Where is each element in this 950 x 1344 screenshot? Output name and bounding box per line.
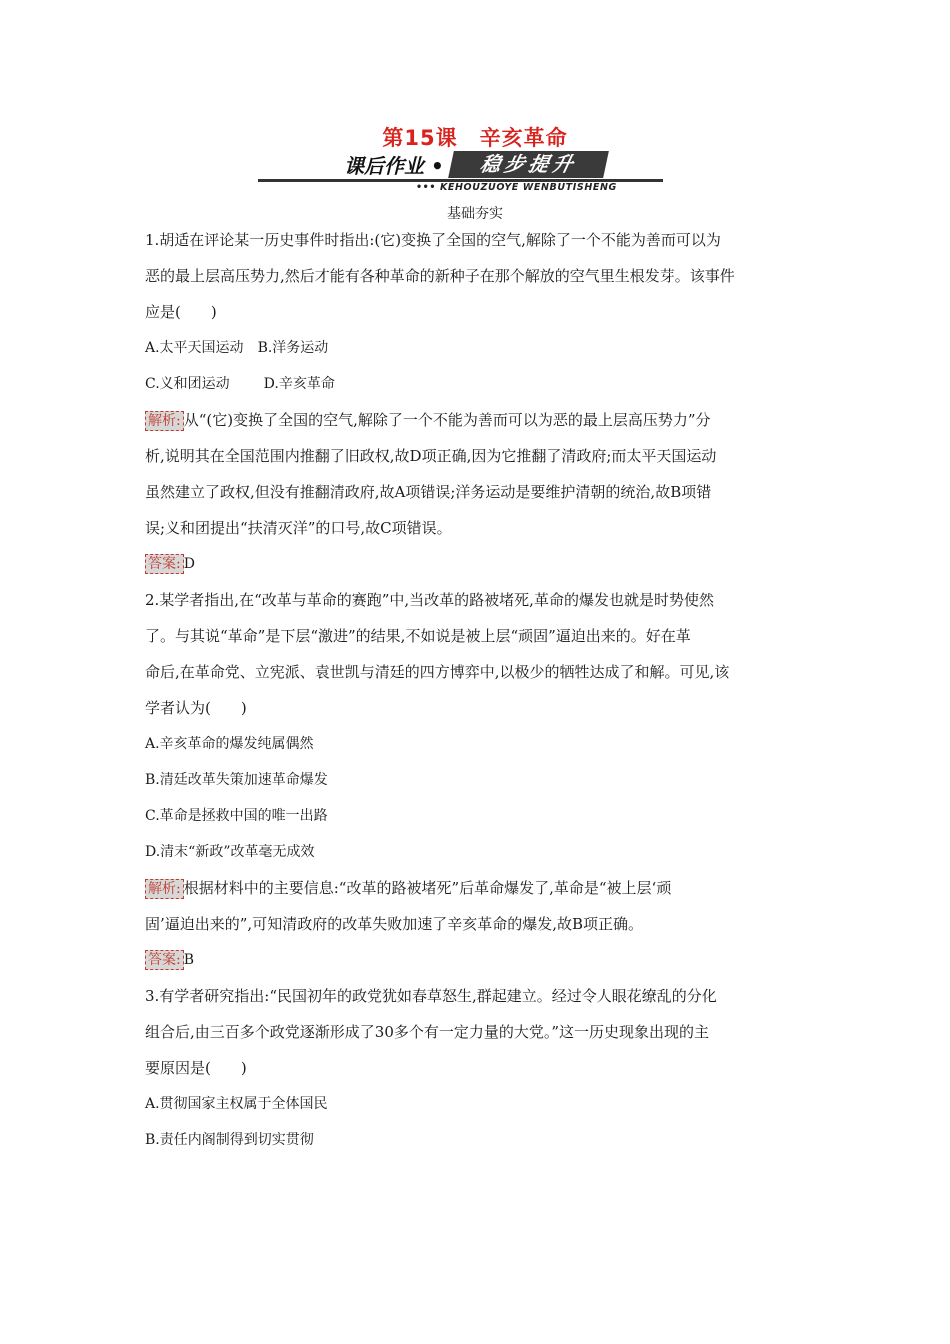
analysis-line: 固’逼迫出来的”,可知清政府的改革失败加速了辛亥革命的爆发,故B项正确。 <box>145 915 643 933</box>
question-2 <box>145 582 807 978</box>
answer-value: B <box>183 952 195 968</box>
question-list <box>145 222 807 1158</box>
option-d[interactable]: D.清末“新政”改革毫无成效 <box>145 844 315 860</box>
question-stem-line: 恶的最上层高压势力,然后才能有各种革命的新种子在那个解放的空气里生根发芽。该事件 <box>145 267 735 285</box>
question-1 <box>145 222 807 582</box>
question-stem-line: 2.某学者指出,在“改革与革命的赛跑”中,当改革的路被堵死,革命的爆发也就是时势使然 <box>145 591 714 609</box>
banner-subtitle <box>416 182 617 193</box>
analysis-line: 虽然建立了政权,但没有推翻清政府,故A项错误;洋务运动是要维护清朝的统治,故B项错 <box>145 483 712 501</box>
banner-pinyin: KEHOUZUOYE WENBUTISHENG <box>439 182 617 193</box>
banner-left-text: 课后作业 • <box>344 154 444 178</box>
option-c[interactable]: C.革命是拯救中国的唯一出路 <box>145 808 328 824</box>
bullet-dots-icon: ••• <box>416 182 437 193</box>
option-b[interactable]: B.洋务运动 <box>257 340 329 356</box>
option-a[interactable]: A.太平天国运动 <box>145 340 244 356</box>
analysis-label: 解析: <box>145 879 184 899</box>
question-stem-line: 应是( ) <box>145 303 217 321</box>
question-stem-line: 命后,在革命党、立宪派、袁世凯与清廷的四方博弈中,以极少的牺牲达成了和解。可见,该 <box>145 663 730 681</box>
option-b[interactable]: B.责任内阁制得到切实贯彻 <box>145 1132 314 1148</box>
question-stem-line: 1.胡适在评论某一历史事件时指出:(它)变换了全国的空气,解除了一个不能为善而可以为 <box>145 231 721 249</box>
question-3 <box>145 978 807 1158</box>
analysis-text: 从“(它)变换了全国的空气,解除了一个不能为善而可以为恶的最上层高压势力”分 <box>183 411 711 429</box>
analysis-line <box>145 870 807 906</box>
answer-label: 答案: <box>145 554 184 574</box>
option-c[interactable]: C.义和团运动 <box>145 376 230 392</box>
option-row <box>145 330 807 366</box>
page-title: 第15课 辛亥革命 <box>382 126 568 150</box>
analysis-line: 析,说明其在全国范围内推翻了旧政权,故D项正确,因为它推翻了清政府;而太平天国运动 <box>145 447 717 465</box>
answer-label: 答案: <box>145 950 184 970</box>
option-a[interactable]: A.贯彻国家主权属于全体国民 <box>145 1096 328 1112</box>
question-stem-line: 学者认为( ) <box>145 699 247 717</box>
answer-value: D <box>183 556 195 572</box>
option-b[interactable]: B.清廷改革失策加速革命爆发 <box>145 772 328 788</box>
question-stem-line: 3.有学者研究指出:“民国初年的政党犹如春草怒生,群起建立。经过令人眼花缭乱的分化 <box>145 987 717 1005</box>
question-stem-line: 了。与其说“革命”是下层“激进”的结果,不如说是被上层“顽固”逼迫出来的。好在革 <box>145 627 691 645</box>
analysis-line <box>145 402 807 438</box>
question-stem-line: 要原因是( ) <box>145 1059 247 1077</box>
option-a[interactable]: A.辛亥革命的爆发纯属偶然 <box>145 736 314 752</box>
analysis-label: 解析: <box>145 411 184 431</box>
option-d[interactable]: D.辛亥革命 <box>263 376 335 392</box>
option-row <box>145 366 807 402</box>
homework-banner <box>258 150 663 192</box>
answer-line <box>145 942 807 978</box>
analysis-line: 误;义和团提出“扶清灭洋”的口号,故C项错误。 <box>145 519 452 537</box>
answer-line <box>145 546 807 582</box>
analysis-text: 根据材料中的主要信息:“改革的路被堵死”后革命爆发了,革命是“被上层‘顽 <box>183 879 672 897</box>
question-stem-line: 组合后,由三百多个政党逐渐形成了30多个有一定力量的大党。”这一历史现象出现的主 <box>145 1023 710 1041</box>
section-heading: 基础夯实 <box>447 206 503 222</box>
banner-right-text: 稳步提升 <box>448 151 609 178</box>
